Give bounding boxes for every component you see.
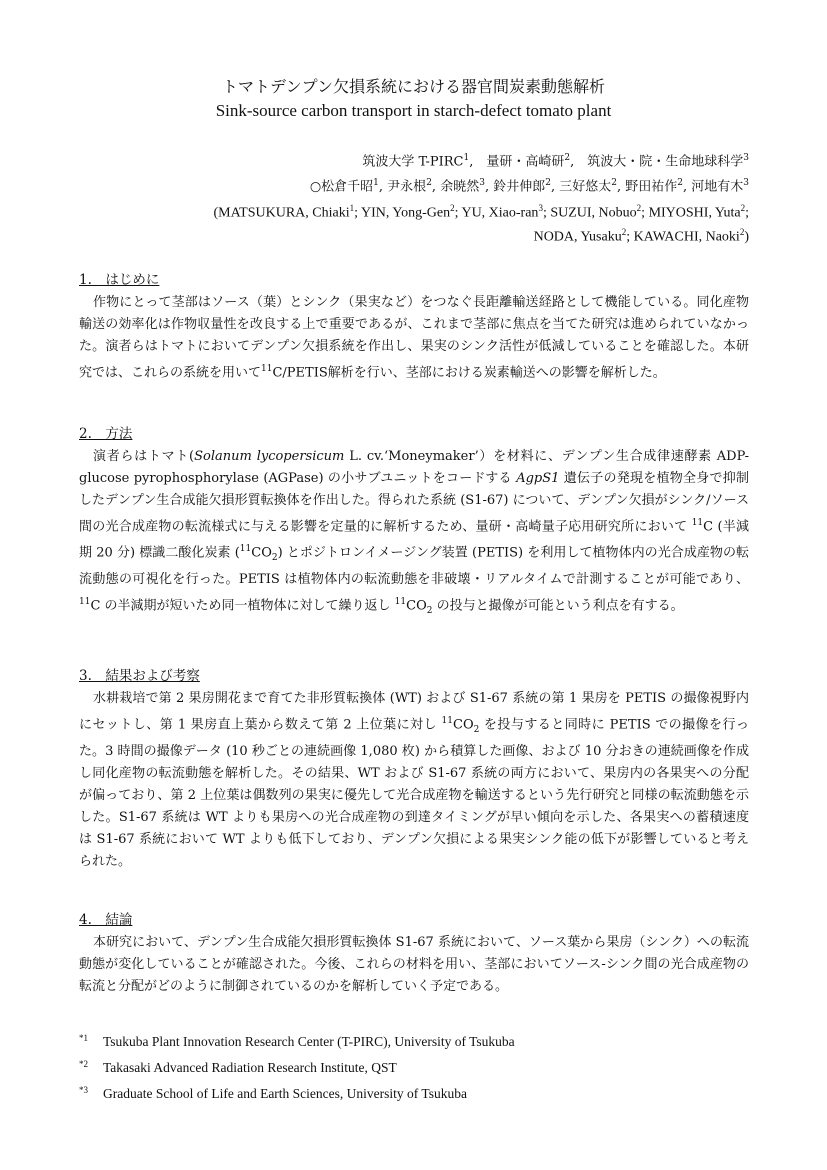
- section-conclusion: [79, 910, 749, 998]
- author-name: 余暁然: [440, 179, 480, 195]
- author-affiliation-mark: 2: [611, 178, 617, 188]
- authors-japanese: [310, 173, 749, 197]
- author-separator: ,: [431, 179, 441, 195]
- author-separator: ;: [454, 205, 462, 221]
- text-run: C/PETIS解析を行い、茎部における炭素輸送への影響を解析した。: [272, 365, 666, 381]
- author-separator: ,: [682, 179, 692, 195]
- text-run: ) とポジトロンイメージング装置 (PETIS) を利用して植物体内の光合成産物の転流動態の可視化を行った。PETIS は植物体内の転流動態を非破壊・リアルタイムで計測することが可能であり、: [79, 545, 749, 588]
- author-separator: ;: [626, 229, 634, 245]
- affiliations-line: [362, 148, 749, 172]
- author-name: MATSUKURA, Chiaki: [218, 205, 350, 221]
- author-affiliation-mark: 3: [538, 203, 543, 213]
- affiliation-3-mark: 3: [743, 153, 749, 163]
- text-run: C (半減期 20 分) 標識二酸化炭素 (: [79, 519, 749, 561]
- section-heading: 1. はじめに: [79, 272, 160, 288]
- author-name: MIYOSHI, Yuta: [648, 205, 741, 221]
- affiliation-separator: ,: [469, 154, 487, 170]
- footnote-mark: *3: [79, 1085, 88, 1095]
- isotope-mark: 11: [239, 544, 252, 555]
- footnote-text: Graduate School of Life and Earth Sciences, University of Tsukuba: [103, 1086, 467, 1101]
- section-heading: 3. 結果および考察: [79, 668, 200, 684]
- text-run: CO: [453, 717, 474, 733]
- author-separator: ,: [484, 179, 494, 195]
- subscript: 2: [426, 606, 433, 617]
- affiliation-separator: ,: [570, 154, 588, 170]
- author-affiliation-mark: 3: [743, 178, 749, 188]
- author-name: KAWACHI, Naoki: [633, 229, 740, 245]
- author-separator: ,: [378, 179, 388, 195]
- footnote-mark: *2: [79, 1059, 88, 1069]
- text-run: CO: [406, 598, 427, 614]
- affiliation-2: 量研・高崎研: [486, 154, 565, 170]
- affiliation-3: 筑波大・院・生命地球科学: [587, 154, 744, 170]
- section-body: 本研究において、デンプン生合成能欠損形質転換体 S1-67 系統において、ソース葉から果房（シンク）への転流動態が変化していることが確認された。今後、これらの材料を用い、茎部においてソース-シンク間の光合成産物の転流と分配がどのように制御されているのかを解析していく予定である。: [79, 935, 749, 994]
- author-affiliation-mark: 2: [426, 178, 432, 188]
- author-name: NODA, Yusaku: [533, 229, 622, 245]
- author-name: 三好悠太: [559, 179, 612, 195]
- authors-english-line-1: [214, 198, 750, 224]
- text-run: 作物にとって茎部はソース（葉）とシンク（果実など）をつなぐ長距離輸送経路として機能している。同化産物輸送の効率化は作物収量性を改良する上で重要であるが、これまで茎部に焦点を当てた研究は進められていなかった。演者らはトマトにおいてデンプン欠損系統を作出し、果実のシンク活性が低減していることを確認した。本研究では、これらの系統を用いて: [79, 295, 749, 381]
- section-heading: 2. 方法: [79, 426, 133, 442]
- footnote-row: [79, 1083, 749, 1109]
- isotope-mark: 11: [261, 364, 273, 374]
- isotope-mark: 11: [394, 597, 407, 608]
- title-english: Sink-source carbon transport in starch-defect tomato plant: [215, 101, 612, 120]
- author-affiliation-mark: 2: [621, 227, 627, 237]
- text-run: 水耕栽培で第 2 果房開花まで育てた非形質転換体 (WT) および S1-67 系統の第 1 果房を PETIS の撮像視野内にセットし、第 1 果房直上葉から数えて第 2 上位葉に対し: [79, 691, 749, 733]
- author-name: YIN, Yong-Gen: [361, 205, 451, 221]
- paren-open: (: [213, 205, 219, 221]
- text-run: CO: [251, 545, 272, 561]
- author-affiliation-mark: 2: [677, 178, 683, 188]
- section-body: [79, 688, 749, 873]
- section-heading: 4. 結論: [79, 912, 133, 928]
- author-affiliation-mark: 2: [450, 203, 455, 213]
- author-affiliation-mark: 1: [349, 203, 355, 213]
- footnote-text: Tsukuba Plant Innovation Research Center (T-PIRC), University of Tsukuba: [103, 1034, 515, 1049]
- author-separator: ;: [641, 205, 649, 221]
- isotope-mark: 11: [691, 518, 704, 528]
- text-run: の投与と撮像が可能という利点を有する。: [432, 598, 684, 614]
- paren-close: ): [744, 229, 749, 245]
- author-separator: ;: [542, 205, 551, 221]
- author-name: 尹永根: [387, 179, 427, 195]
- affiliation-1: 筑波大学 T-PIRC: [362, 154, 464, 170]
- gene-name: AgpS1: [516, 471, 560, 486]
- isotope-mark: 11: [441, 716, 453, 726]
- text-run: L. cv.‘Moneymaker’）を材料に、デンプン生合成律速酵素 ADP-glucose pyrophosphorylase (AGPase) の小サブユニットをコードする: [79, 449, 749, 486]
- author-affiliation-mark: 1: [373, 178, 379, 188]
- footnote-mark: *1: [79, 1033, 88, 1043]
- author-affiliation-mark: 2: [545, 178, 551, 188]
- affiliation-2-mark: 2: [564, 153, 571, 163]
- author-separator: ,: [616, 179, 626, 195]
- text-run: 遺伝子の発現を植物全身で抑制したデンプン生合成能欠損形質転換体を作出した。得られた系統 (S1-67) について、デンプン欠損がシンク/ソース間の光合成産物の転流様式に与える影響を定量的に解析するため、量研・高崎量子応用研究所において: [79, 471, 749, 535]
- subscript: 2: [473, 724, 480, 735]
- author-name: SUZUI, Nobuo: [550, 205, 637, 221]
- section-methods: [79, 424, 749, 622]
- author-name: 鈴井伸郎: [493, 179, 546, 195]
- author-affiliation-mark: 2: [636, 203, 642, 213]
- footnotes: [79, 1031, 749, 1109]
- author-separator: ;: [745, 205, 749, 221]
- author-affiliation-mark: 2: [739, 227, 745, 237]
- authors-english-line-2: [534, 222, 749, 248]
- subscript: 2: [271, 553, 278, 564]
- title-japanese: トマトデンプン欠損系統における器官間炭素動態解析: [221, 77, 606, 96]
- footnote-row: [79, 1057, 749, 1083]
- text-run: C の半減期が短いため同一植物体に対して繰り返し: [90, 598, 395, 614]
- author-name: ○松倉千昭: [309, 179, 374, 195]
- isotope-mark: 11: [79, 597, 91, 608]
- section-results: [79, 666, 749, 873]
- author-name: YU, Xiao-ran: [461, 205, 539, 221]
- affiliation-1-mark: 1: [463, 153, 470, 163]
- text-run: を投与すると同時に PETIS での撮像を行った。3 時間の撮像データ (10 秒ごとの連続画像 1,080 枚) から積算した画像、および 10 分おきの連続画像を作成し同化産物の転流動態を解析した。その結果、WT および S1-67 系統の両方において、果房内の各果実への分配が偏っており、第 2 上位葉は偶数列の果実に優先して光合成産物を輸送するという先行研究と同様の転流動態を示した。S1-67 系統は WT よりも果房への光合成産物の到達タイミングが早い傾向を示した、各果実への蓄積速度は S1-67 系統において WT よりも低下しており、デンプン欠損による果実シンク能の低下が影響していると考えられた。: [79, 717, 749, 869]
- author-affiliation-mark: 2: [740, 203, 746, 213]
- species-name: Solanum lycopersicum: [194, 449, 345, 464]
- author-separator: ,: [550, 179, 560, 195]
- author-affiliation-mark: 3: [479, 178, 485, 188]
- author-name: 野田祐作: [625, 179, 678, 195]
- section-body: [79, 292, 749, 384]
- section-introduction: [79, 270, 749, 384]
- footnote-text: Takasaki Advanced Radiation Research Institute, QST: [103, 1060, 397, 1075]
- footnote-row: [79, 1031, 749, 1057]
- author-separator: ;: [354, 205, 362, 221]
- author-name: 河地有木: [691, 179, 744, 195]
- section-body: [79, 446, 749, 622]
- text-run: 演者らはトマト(: [93, 449, 195, 464]
